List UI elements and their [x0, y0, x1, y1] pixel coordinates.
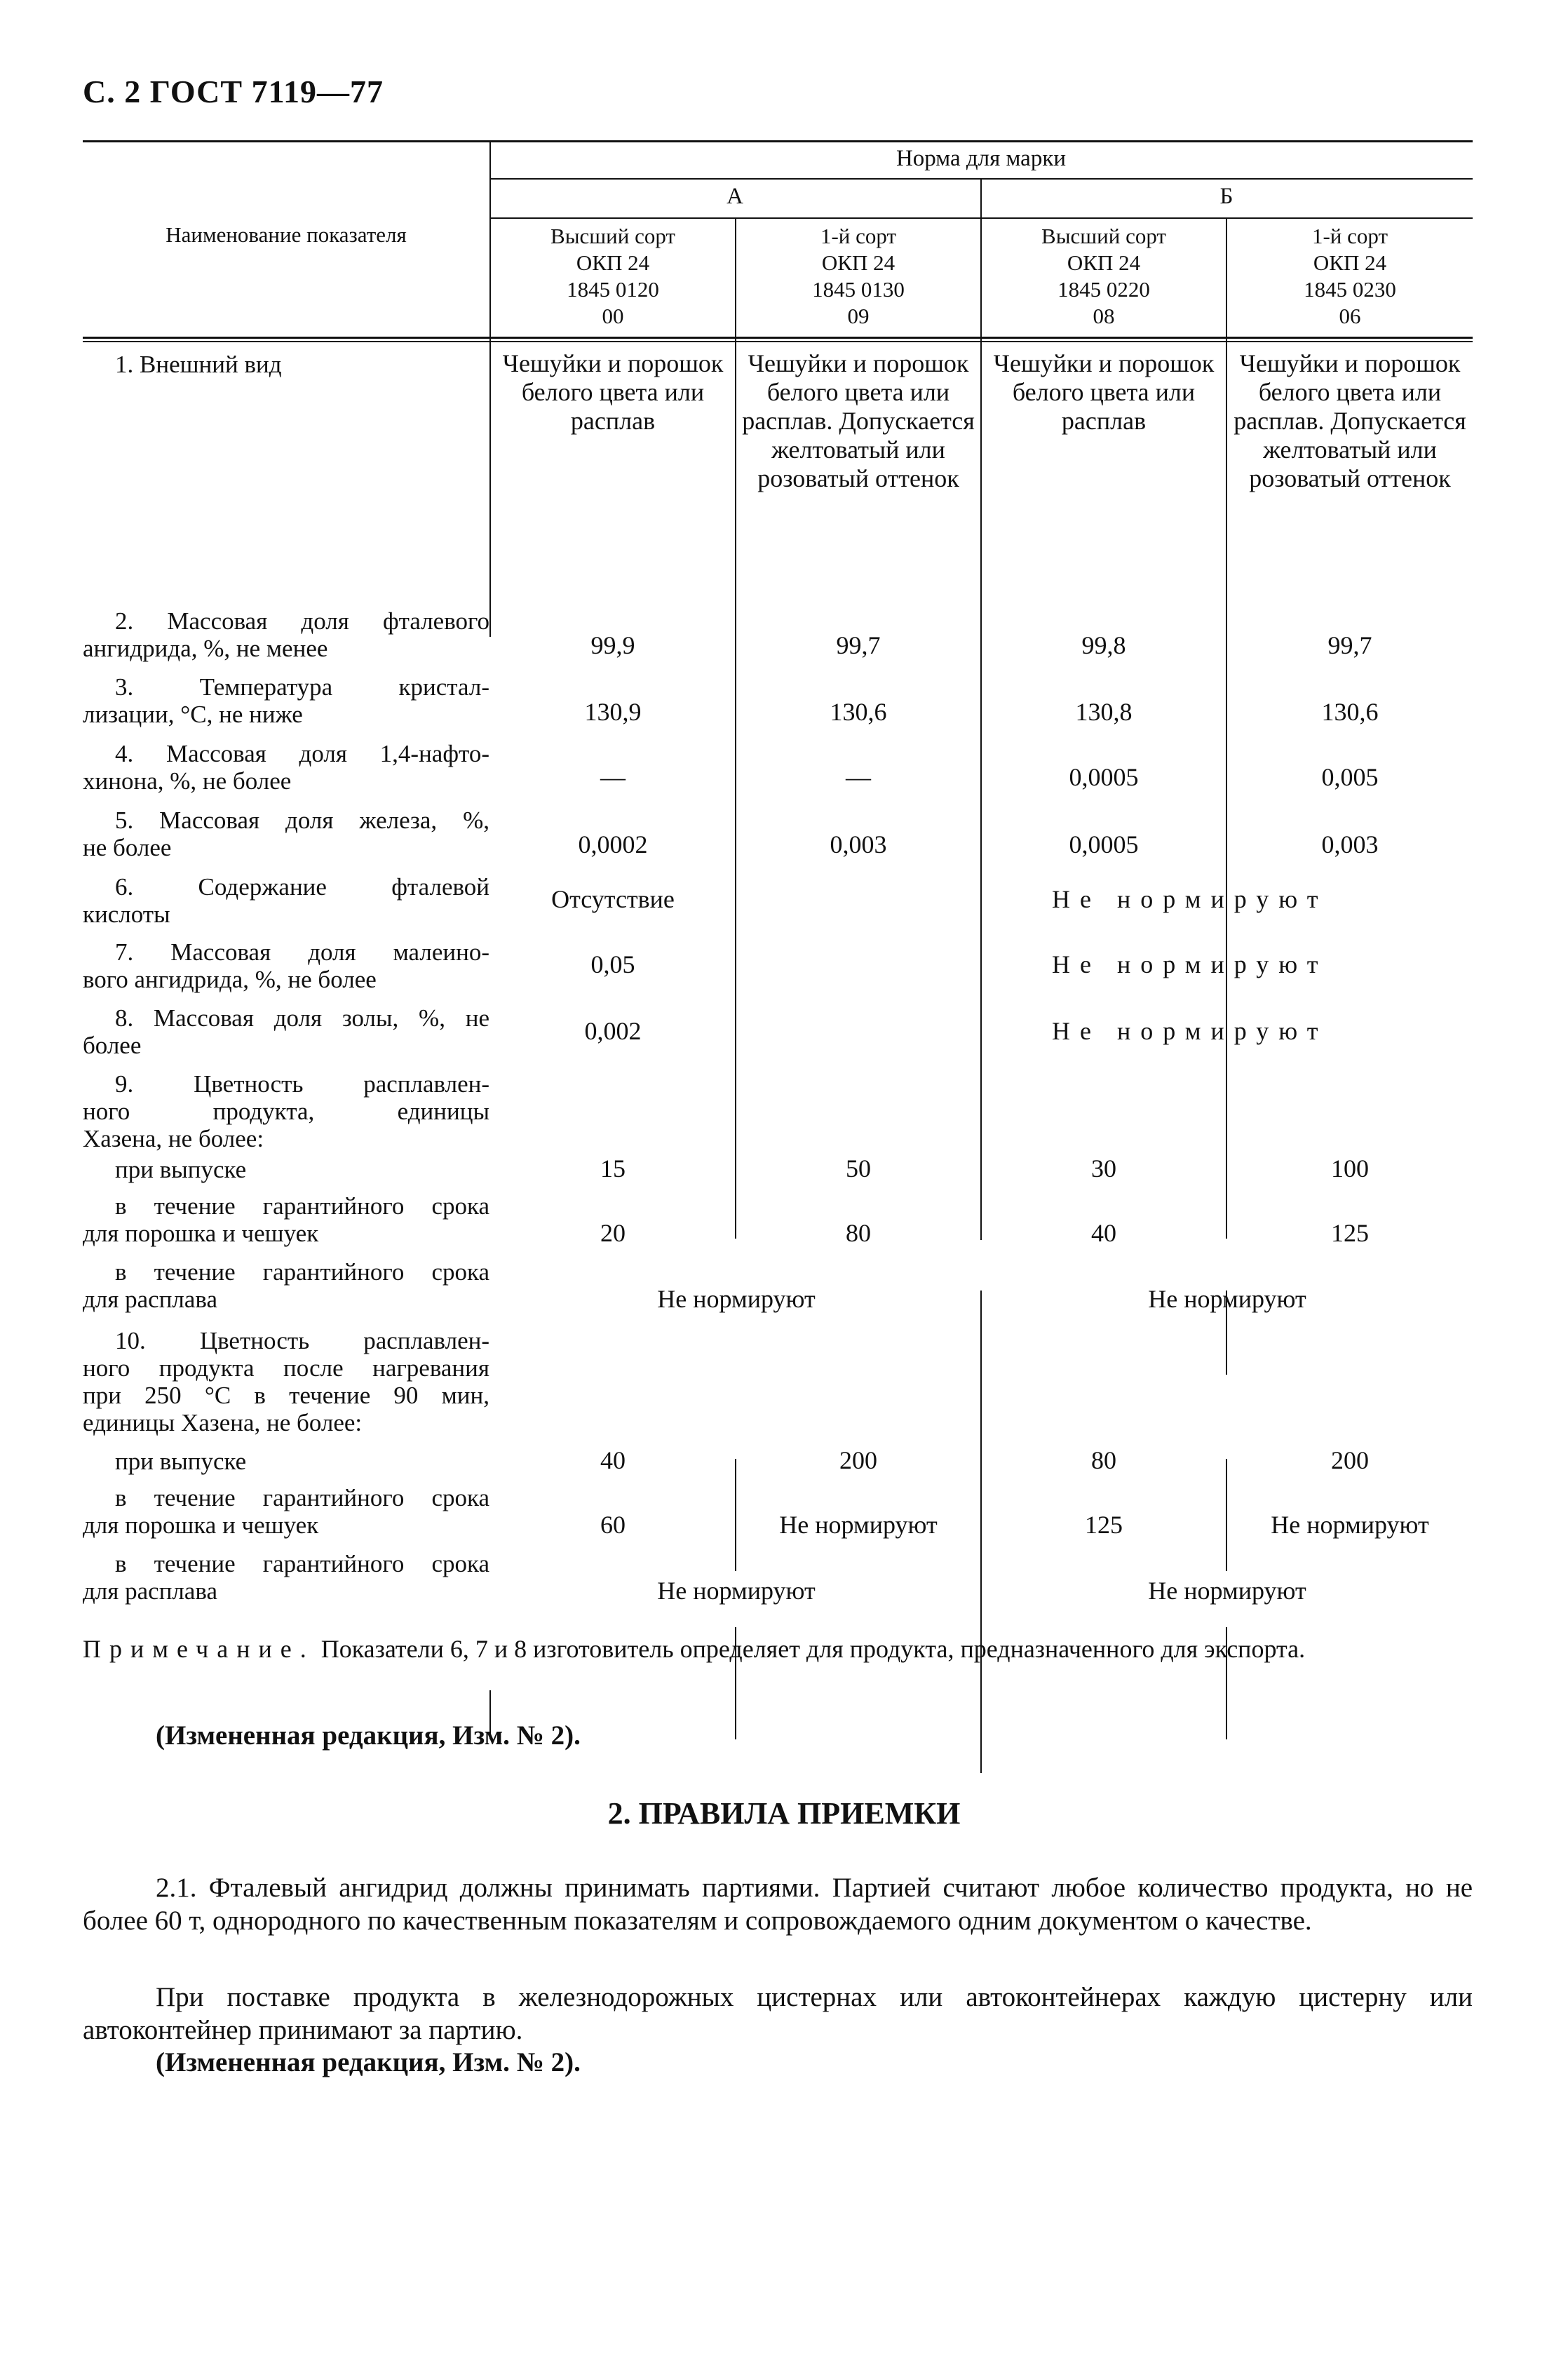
cell-color-warranty-1: 80 — [846, 1219, 871, 1247]
section-title: 2. ПРАВИЛА ПРИЕМКИ — [607, 1796, 961, 1831]
cell-color-release-0: 15 — [600, 1154, 626, 1182]
cell-heated-warranty-1: Не нормируют — [779, 1511, 938, 1539]
cell-heated-warranty-3: Не нормируют — [1271, 1511, 1429, 1539]
cell-crystal-2: 130,8 — [1075, 698, 1133, 726]
column-header-a-top — [491, 223, 735, 330]
cell-color-warranty-2: 40 — [1091, 1219, 1116, 1247]
cell-anhydride-2: 99,8 — [1081, 631, 1126, 659]
amendment-note-2: (Измененная редакция, Изм. № 2). — [156, 2047, 581, 2077]
cell-appearance-b-first: Чешуйки и порошок белого цвета или расплав. Допускается желтоватый или розоватый оттенок — [1234, 349, 1466, 492]
row-name-phthalic-anhydride: 2. Массовая доля фталевого ангидрида, %, не менее — [83, 607, 489, 662]
column-code: 1845 0130 — [812, 277, 905, 302]
row-name-heated-on-release: при выпуске — [115, 1448, 247, 1475]
column-suffix: 00 — [602, 304, 624, 328]
cell-iron-3: 0,003 — [1321, 830, 1379, 858]
cell-iron-1: 0,003 — [830, 830, 887, 858]
cell-appearance-a-first: Чешуйки и порошок белого цвета или расплав. Допускается желтоватый или розоватый оттенок — [742, 349, 975, 492]
column-code: 1845 0220 — [1057, 277, 1150, 302]
column-header-b-top — [982, 223, 1226, 330]
column-header-a-first — [736, 223, 980, 330]
cell-naphtho-1: — — [846, 763, 871, 791]
cell-color-warranty-0: 20 — [600, 1219, 626, 1247]
column-okp: ОКП 24 — [1313, 250, 1387, 275]
cell-naphtho-2: 0,0005 — [1069, 763, 1139, 791]
column-suffix: 08 — [1093, 304, 1115, 328]
cell-ash-span: Не нормируют — [1052, 1017, 1328, 1045]
cell-maleic-0: 0,05 — [590, 950, 635, 978]
row-name-color-warranty-powder: в течение гарантийного срока для порошка и чешуек — [83, 1192, 489, 1247]
column-code: 1845 0230 — [1304, 277, 1396, 302]
cell-heated-melt-b: Не нормируют — [1148, 1577, 1306, 1605]
cell-maleic-span: Не нормируют — [1052, 950, 1328, 978]
row-name-crystallization-temp: 3. Температура кристал- лизации, °С, не ниже — [83, 673, 489, 728]
cell-heated-warranty-2: 125 — [1085, 1511, 1123, 1539]
row-name-heated-warranty-powder: в течение гарантийного срока для порошка и чешуек — [83, 1484, 489, 1539]
cell-color-warranty-3: 125 — [1331, 1219, 1369, 1247]
paragraph-2-1-cont: При поставке продукта в железнодорожных цистернах или автоконтейнерах каждую цистерну или автоконтейнер принимают за партию. — [83, 1982, 1473, 2045]
cell-color-melt-b: Не нормируют — [1148, 1285, 1306, 1313]
column-code: 1845 0120 — [567, 277, 659, 302]
cell-appearance-b-top: Чешуйки и порошок белого цвета или расплав — [993, 349, 1215, 435]
note-text: Показатели 6, 7 и 8 изготовитель определяет для продукта, предназначенного для экспорта. — [314, 1635, 1306, 1663]
column-sort: 1-й сорт — [820, 224, 897, 248]
column-suffix: 09 — [847, 304, 870, 328]
cell-anhydride-3: 99,7 — [1327, 631, 1372, 659]
cell-naphtho-0: — — [600, 763, 626, 791]
cell-anhydride-1: 99,7 — [836, 631, 881, 659]
column-sort: Высший сорт — [1041, 224, 1166, 248]
running-head: С. 2 ГОСТ 7119—77 — [83, 74, 384, 109]
cell-color-release-3: 100 — [1331, 1154, 1369, 1182]
cell-phthalic-acid-span: Не нормируют — [1052, 885, 1328, 913]
cell-heated-melt-a: Не нормируют — [657, 1577, 816, 1605]
row-name-phthalic-acid: 6. Содержание фталевой кислоты — [83, 873, 489, 928]
header-bottom-rule-2 — [83, 341, 1473, 342]
cell-heated-release-1: 200 — [839, 1446, 877, 1474]
row-name-appearance: 1. Внешний вид — [115, 351, 282, 378]
cell-heated-warranty-0: 60 — [600, 1511, 626, 1539]
table-note — [83, 1634, 1473, 1664]
column-okp: ОКП 24 — [1067, 250, 1141, 275]
column-sort: 1-й сорт — [1311, 224, 1388, 248]
row-name-color-on-release: при выпуске — [115, 1156, 247, 1183]
column-okp: ОКП 24 — [821, 250, 895, 275]
grade-a-header: А — [726, 184, 743, 209]
cell-color-release-1: 50 — [846, 1154, 871, 1182]
row-name-ash: 8. Массовая доля золы, %, не более — [83, 1004, 489, 1059]
paragraph-2-1: 2.1. Фталевый ангидрид должны принимать партиями. Партией считают любое количество продукта, но не более 60 т, однородного по качественным показателям и сопровождаемого одним документом о качестве. — [83, 1873, 1473, 1936]
cell-crystal-1: 130,6 — [830, 698, 887, 726]
cell-phthalic-acid-0: Отсутствие — [551, 885, 675, 913]
cell-heated-release-0: 40 — [600, 1446, 626, 1474]
column-suffix: 06 — [1339, 304, 1361, 328]
note-label: Примечание. — [83, 1635, 315, 1663]
cell-ash-0: 0,002 — [584, 1017, 642, 1045]
cell-anhydride-0: 99,9 — [590, 631, 635, 659]
indicator-column-header: Наименование показателя — [165, 222, 407, 247]
row-name-color-melted: 9. Цветность расплавлен- ного продукта, единицы Хазена, не более: — [83, 1070, 489, 1152]
row-name-maleic-anhydride: 7. Массовая доля малеино- вого ангидрида, %, не более — [83, 938, 489, 993]
cell-appearance-a-top: Чешуйки и порошок белого цвета или расплав — [502, 349, 724, 435]
grade-b-header: Б — [1219, 184, 1234, 209]
cell-heated-release-2: 80 — [1091, 1446, 1116, 1474]
column-okp: ОКП 24 — [576, 250, 650, 275]
norm-header: Норма для марки — [895, 146, 1067, 171]
cell-color-melt-a: Не нормируют — [657, 1285, 816, 1313]
column-header-b-first — [1227, 223, 1473, 330]
table-top-rule — [83, 140, 1473, 142]
amendment-note-1: (Измененная редакция, Изм. № 2). — [156, 1720, 581, 1751]
row-name-iron: 5. Массовая доля железа, %, не более — [83, 807, 489, 861]
cell-naphtho-3: 0,005 — [1321, 763, 1379, 791]
row-name-color-after-heating: 10. Цветность расплавлен- ного продукта после нагревания при 250 °С в течение 90 мин, единицы Хазена, не более: — [83, 1327, 489, 1436]
row-name-naphthoquinone: 4. Массовая доля 1,4-нафто- хинона, %, не более — [83, 740, 489, 795]
column-sort: Высший сорт — [550, 224, 675, 248]
cell-iron-0: 0,0002 — [578, 830, 648, 858]
cell-crystal-3: 130,6 — [1321, 698, 1379, 726]
cell-iron-2: 0,0005 — [1069, 830, 1139, 858]
row-name-color-warranty-melt: в течение гарантийного срока для расплава — [83, 1258, 489, 1313]
cell-heated-release-3: 200 — [1331, 1446, 1369, 1474]
header-bottom-rule — [83, 337, 1473, 339]
row-name-heated-warranty-melt: в течение гарантийного срока для расплава — [83, 1550, 489, 1605]
cell-color-release-2: 30 — [1091, 1154, 1116, 1182]
cell-crystal-0: 130,9 — [584, 698, 642, 726]
